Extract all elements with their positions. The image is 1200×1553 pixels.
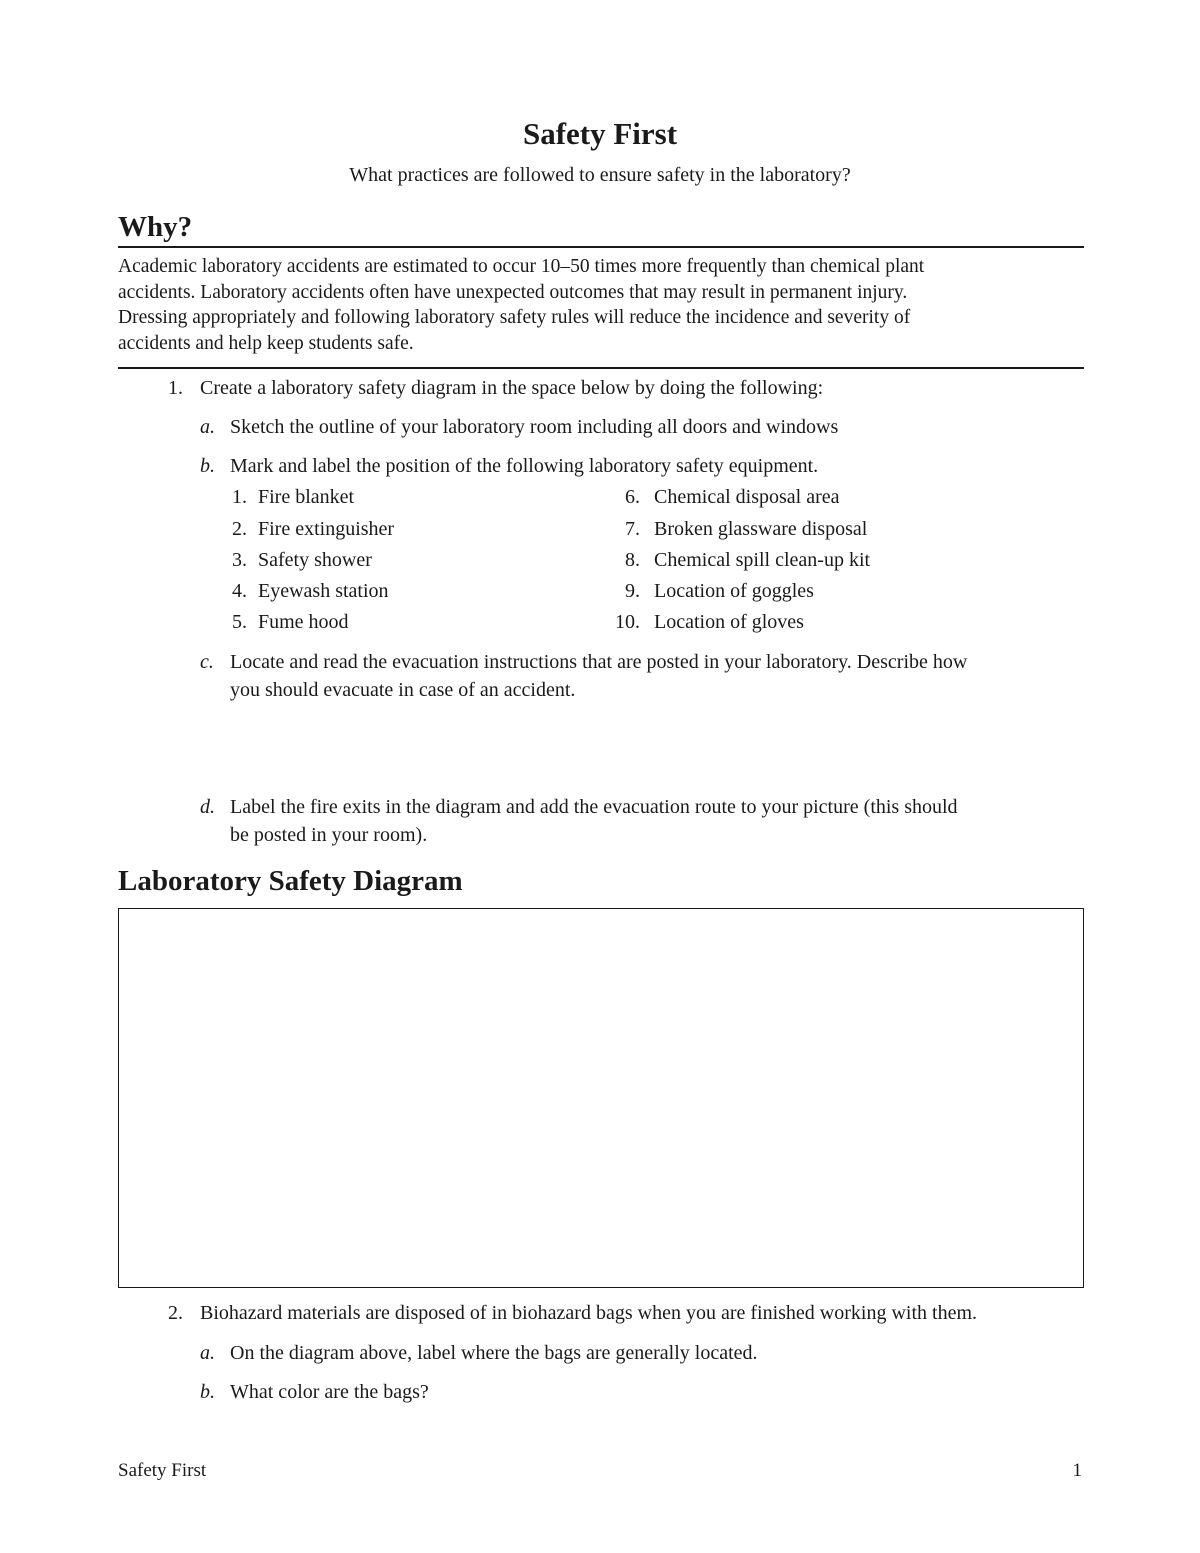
equipment-item: Chemical disposal area	[654, 486, 840, 508]
diagram-drawing-area[interactable]	[118, 908, 1084, 1288]
question-2b-text: What color are the bags?	[230, 1381, 429, 1403]
question-1d-text-line2: be posted in your room).	[230, 824, 428, 846]
equipment-number: 4.	[232, 580, 247, 602]
question-1c-letter: c.	[200, 651, 214, 673]
question-2-text: Biohazard materials are disposed of in biohazard bags when you are finished working with them.	[200, 1302, 978, 1324]
why-paragraph	[118, 254, 1084, 356]
page-title: Safety First	[522, 116, 678, 151]
why-paragraph-line: accidents and help keep students safe.	[118, 332, 414, 354]
question-2a-letter: a.	[200, 1342, 215, 1364]
equipment-number: 10.	[615, 611, 640, 633]
why-heading: Why?	[118, 211, 193, 243]
footer-title: Safety First	[118, 1460, 207, 1481]
question-1b-text: Mark and label the position of the following laboratory safety equipment.	[230, 455, 819, 477]
equipment-number: 2.	[232, 518, 247, 540]
question-2b-letter: b.	[200, 1381, 215, 1403]
question-1a-text: Sketch the outline of your laboratory room including all doors and windows	[230, 416, 839, 438]
question-1d-letter: d.	[200, 796, 215, 818]
equipment-item: Eyewash station	[258, 580, 389, 602]
equipment-number: 1.	[232, 486, 247, 508]
question-2a-text: On the diagram above, label where the bags are generally located.	[230, 1342, 758, 1364]
why-paragraph-line: Academic laboratory accidents are estimated to occur 10–50 times more frequently than chemical plant	[118, 256, 925, 277]
equipment-item: Broken glassware disposal	[654, 518, 868, 540]
question-1d-text-line1: Label the fire exits in the diagram and add the evacuation route to your picture (this should	[230, 796, 958, 818]
equipment-number: 3.	[232, 549, 247, 571]
question-2-number: 2.	[168, 1302, 183, 1324]
equipment-number: 9.	[625, 580, 640, 602]
page-number: 1	[1072, 1460, 1082, 1481]
why-paragraph-line: Dressing appropriately and following laboratory safety rules will reduce the incidence and severity of	[118, 307, 911, 328]
question-1a-letter: a.	[200, 416, 215, 438]
equipment-item: Location of goggles	[654, 580, 814, 602]
equipment-number: 8.	[625, 549, 640, 571]
equipment-number: 5.	[232, 611, 247, 633]
equipment-number: 6.	[625, 486, 640, 508]
why-top-divider	[118, 246, 1084, 248]
question-1-number: 1.	[168, 377, 183, 399]
equipment-item: Chemical spill clean-up kit	[654, 549, 871, 571]
diagram-heading: Laboratory Safety Diagram	[118, 865, 463, 897]
equipment-number: 7.	[625, 518, 640, 540]
why-bottom-divider	[118, 367, 1084, 369]
question-1b-letter: b.	[200, 455, 215, 477]
equipment-item: Fume hood	[258, 611, 349, 633]
page-subtitle: What practices are followed to ensure safety in the laboratory?	[349, 164, 851, 186]
why-paragraph-line: accidents. Laboratory accidents often have unexpected outcomes that may result in permanent injury.	[118, 281, 908, 303]
equipment-item: Safety shower	[258, 549, 372, 571]
question-1c-text-line1: Locate and read the evacuation instructions that are posted in your laboratory. Describe how	[230, 651, 968, 673]
question-1-text: Create a laboratory safety diagram in the space below by doing the following:	[200, 377, 824, 399]
equipment-item: Fire blanket	[258, 486, 355, 508]
equipment-item: Fire extinguisher	[258, 518, 395, 540]
equipment-item: Location of gloves	[654, 611, 804, 633]
question-1c-text-line2: you should evacuate in case of an accident.	[230, 679, 576, 701]
